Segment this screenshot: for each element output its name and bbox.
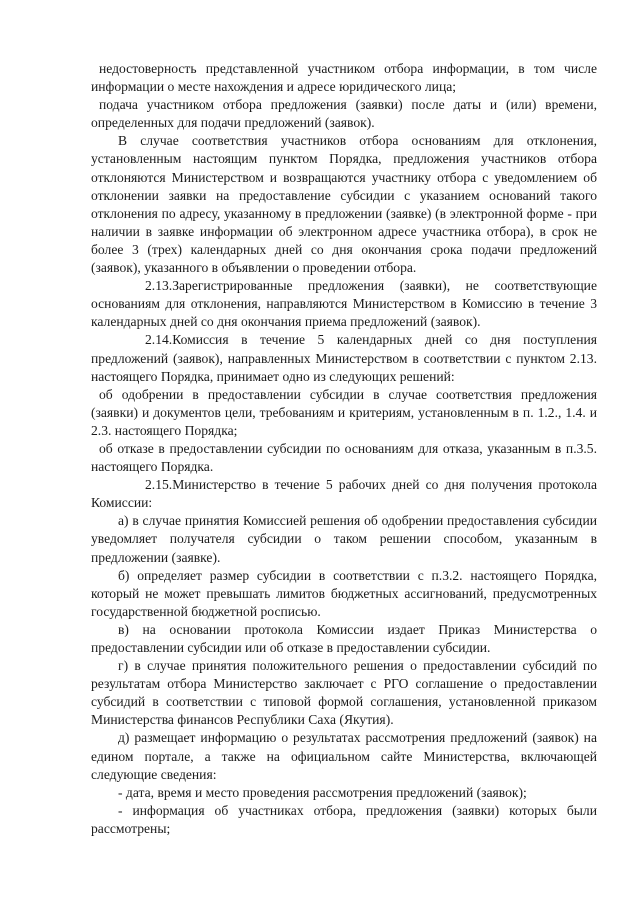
list-item-v: в) на основании протокола Комиссии издает Приказ Министерства о предоставлении субсидии или об отказе в предоставлении субсидии. <box>91 621 597 655</box>
bullet-participants-info: - информация об участниках отбора, предложения (заявки) которых были рассмотрены; <box>91 802 597 836</box>
paragraph-refusal-decision: об отказе в предоставлении субсидии по основаниям для отказа, указанным в п.3.5. настоящего Порядка. <box>91 440 597 475</box>
bullet-review-date: - дата, время и место проведения рассмотрения предложений (заявок); <box>118 784 527 800</box>
list-item-d: д) размещает информацию о результатах рассмотрения предложений (заявок) на едином портале, а также на официальном сайте Министерства, включающей следующие сведения: <box>91 730 597 782</box>
list-item-a: а) в случае принятия Комиссией решения об одобрении предоставления субсидии уведомляет получателя субсидии о таком решении способом, указанным в предложении (заявке). <box>91 513 597 565</box>
clause-2-13: 2.13.Зарегистрированные предложения (заявки), не соответствующие основаниям для отклонения, направляются Министерством в Комиссию в течение 3 календарных дней со дня окончания приема предложений (заявок). <box>91 278 597 330</box>
list-item-b: б) определяет размер субсидии в соответствии с п.3.2. настоящего Порядка, который не может превышать лимитов бюджетных ассигнований, предусмотренных государственной бюджетной росписью. <box>91 567 597 619</box>
clause-2-15: 2.15.Министерство в течение 5 рабочих дней со дня получения протокола Комиссии: <box>91 477 597 511</box>
clause-number: 2.13. <box>145 278 173 294</box>
clause-number: 2.15. <box>145 477 173 493</box>
clause-2-14: 2.14.Комиссия в течение 5 календарных дней со дня поступления предложений (заявок), направленных Министерством в соответствии с пунктом 2.13. настоящего Порядка, принимает одно из следующих решений: <box>91 332 597 384</box>
document-page <box>91 60 597 838</box>
list-item-g: г) в случае принятия положительного решения о предоставлении субсидий по результатам отбора Министерство заключает с РГО соглашение о предоставлении субсидий в соответствии с типовой формой соглашения, установленной приказом Министерства финансов Республики Саха (Якутия). <box>91 658 597 728</box>
paragraph-unreliable-info: недостоверность представленной участником отбора информации, в том числе информации о месте нахождения и адресе юридического лица; <box>91 61 597 95</box>
paragraph-late-submission: подача участником отбора предложения (заявки) после даты и (или) времени, определенных для подачи предложений (заявок). <box>91 97 597 131</box>
paragraph-approval-decision: об одобрении в предоставлении субсидии в случае соответствия предложения (заявки) и документов цели, требованиям и критериям, установленным в п. 1.2., 1.4. и 2.3. настоящего Порядка; <box>91 386 597 438</box>
paragraph-rejection-procedure: В случае соответствия участников отбора основаниям для отклонения, установленным настоящим пунктом Порядка, предложения участников отбора отклоняются Министерством и возвращаются участнику отбора с уведомлением об отклонении заявки на предоставление субсидии с указанием оснований такого отклонения по адресу, указанному в предложении (заявке) (в электронной форме - при наличии в заявке информации об электронном адресе участника отбора), в срок не более 3 (трех) календарных дней со дня окончания срока подачи предложений (заявок), указанного в объявлении о проведении отбора. <box>91 133 597 276</box>
clause-number: 2.14. <box>145 332 173 348</box>
